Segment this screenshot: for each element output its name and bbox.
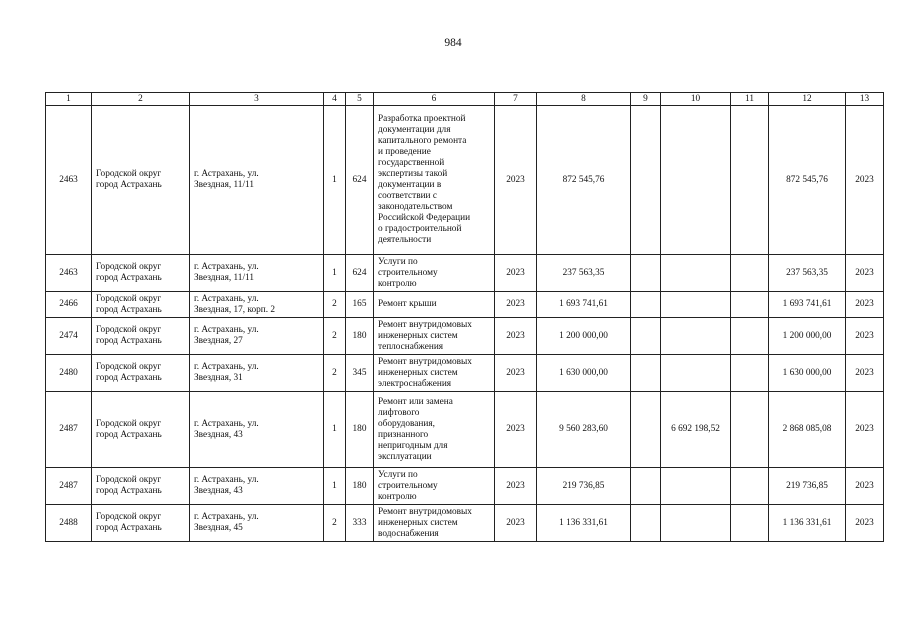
column-12-cell: 1 136 331,61 <box>769 505 846 542</box>
column-5-cell: 333 <box>346 505 374 542</box>
municipality-cell <box>92 292 190 318</box>
address-cell-line: г. Астрахань, ул. <box>194 512 259 522</box>
column-header: 3 <box>190 93 324 106</box>
address-cell-line: г. Астрахань, ул. <box>194 325 259 335</box>
municipality-cell-line: Городской округ <box>96 475 162 485</box>
column-4-cell: 2 <box>324 355 346 392</box>
column-10-cell: 6 692 198,52 <box>661 392 731 468</box>
address-cell-line: г. Астрахань, ул. <box>194 475 259 485</box>
column-11-cell <box>731 392 769 468</box>
total-cost-cell: 1 693 741,61 <box>537 292 631 318</box>
work-type-cell <box>374 505 495 542</box>
year-cell: 2023 <box>495 106 537 255</box>
table-row <box>46 292 884 318</box>
column-10-cell <box>661 292 731 318</box>
work-type-cell-line: о градостроительной <box>378 224 462 234</box>
row-number-cell: 2487 <box>46 468 92 505</box>
municipality-cell <box>92 106 190 255</box>
work-type-cell-line: законодательством <box>378 202 453 212</box>
total-cost-cell: 1 200 000,00 <box>537 318 631 355</box>
work-type-cell <box>374 468 495 505</box>
municipality-cell <box>92 392 190 468</box>
column-5-cell: 180 <box>346 318 374 355</box>
address-cell-line: г. Астрахань, ул. <box>194 293 259 304</box>
work-type-cell-line: инженерных систем <box>378 517 458 528</box>
address-cell-line: Звездная, 27 <box>194 336 243 346</box>
municipality-cell <box>92 468 190 505</box>
column-5-cell: 165 <box>346 292 374 318</box>
work-type-cell-line: строительному <box>378 480 438 491</box>
column-13-cell: 2023 <box>846 292 884 318</box>
column-13-cell: 2023 <box>846 255 884 292</box>
municipality-cell-line: Городской округ <box>96 362 162 372</box>
column-9-cell <box>631 292 661 318</box>
column-10-cell <box>661 318 731 355</box>
work-type-cell-line: и проведение <box>378 147 431 157</box>
column-11-cell <box>731 468 769 505</box>
address-cell-line: Звездная, 43 <box>194 429 243 440</box>
column-13-cell: 2023 <box>846 392 884 468</box>
municipality-cell-line: Городской округ <box>96 262 162 272</box>
municipality-cell-line: город Астрахань <box>96 180 162 190</box>
total-cost-cell: 1 630 000,00 <box>537 355 631 392</box>
work-type-cell-line: документации в <box>378 180 442 190</box>
column-9-cell <box>631 255 661 292</box>
table-row <box>46 318 884 355</box>
column-header: 8 <box>537 93 631 106</box>
column-4-cell: 1 <box>324 255 346 292</box>
address-cell-line: г. Астрахань, ул. <box>194 262 259 272</box>
work-type-cell-line: Ремонт внутридомовых <box>378 356 472 367</box>
column-13-cell: 2023 <box>846 106 884 255</box>
work-type-cell-line: капитального ремонта <box>378 136 467 146</box>
address-cell-line: Звездная, 17, корп. 2 <box>194 304 276 315</box>
municipality-cell-line: Городской округ <box>96 169 162 179</box>
municipality-cell-line: город Астрахань <box>96 336 162 346</box>
total-cost-cell: 219 736,85 <box>537 468 631 505</box>
column-header: 13 <box>846 93 884 106</box>
work-type-cell-line: строительному <box>378 267 438 278</box>
work-type-cell-line: теплоснабжения <box>378 341 444 352</box>
municipality-cell-line: город Астрахань <box>96 273 162 283</box>
column-13-cell: 2023 <box>846 505 884 542</box>
address-cell <box>190 255 324 292</box>
year-cell: 2023 <box>495 292 537 318</box>
work-type-cell <box>374 392 495 468</box>
column-4-cell: 2 <box>324 505 346 542</box>
row-number-cell: 2480 <box>46 355 92 392</box>
address-cell <box>190 392 324 468</box>
column-5-cell: 180 <box>346 468 374 505</box>
column-header: 6 <box>374 93 495 106</box>
year-cell: 2023 <box>495 392 537 468</box>
row-number-cell: 2488 <box>46 505 92 542</box>
column-header: 10 <box>661 93 731 106</box>
row-number-cell: 2466 <box>46 292 92 318</box>
year-cell: 2023 <box>495 255 537 292</box>
column-9-cell <box>631 318 661 355</box>
municipality-cell <box>92 355 190 392</box>
address-cell-line: Звездная, 11/11 <box>194 273 254 283</box>
column-10-cell <box>661 106 731 255</box>
work-type-cell-line: Услуги по <box>378 469 418 480</box>
row-number-cell: 2474 <box>46 318 92 355</box>
column-11-cell <box>731 255 769 292</box>
column-10-cell <box>661 255 731 292</box>
column-5-cell: 345 <box>346 355 374 392</box>
column-5-cell: 180 <box>346 392 374 468</box>
column-9-cell <box>631 106 661 255</box>
column-11-cell <box>731 318 769 355</box>
column-9-cell <box>631 468 661 505</box>
total-cost-cell: 1 136 331,61 <box>537 505 631 542</box>
row-number-cell: 2463 <box>46 106 92 255</box>
column-header: 5 <box>346 93 374 106</box>
municipality-cell-line: город Астрахань <box>96 429 162 440</box>
work-type-cell-line: Ремонт или замена <box>378 396 453 407</box>
address-cell <box>190 292 324 318</box>
municipality-cell-line: город Астрахань <box>96 523 162 533</box>
column-10-cell <box>661 355 731 392</box>
column-13-cell: 2023 <box>846 355 884 392</box>
column-4-cell: 1 <box>324 392 346 468</box>
work-type-cell <box>374 106 495 255</box>
address-cell-line: Звездная, 31 <box>194 373 243 383</box>
address-cell <box>190 468 324 505</box>
work-type-cell-line: инженерных систем <box>378 367 458 378</box>
table-row <box>46 392 884 468</box>
column-13-cell: 2023 <box>846 468 884 505</box>
column-12-cell: 237 563,35 <box>769 255 846 292</box>
total-cost-cell: 237 563,35 <box>537 255 631 292</box>
table-row <box>46 505 884 542</box>
municipality-cell <box>92 255 190 292</box>
municipality-cell <box>92 505 190 542</box>
work-type-cell-line: деятельности <box>378 235 432 245</box>
year-cell: 2023 <box>495 505 537 542</box>
work-type-cell-line: электроснабжения <box>378 378 452 389</box>
column-13-cell: 2023 <box>846 318 884 355</box>
repair-program-table <box>45 92 884 542</box>
work-type-cell-line: эксплуатации <box>378 451 432 462</box>
column-4-cell: 2 <box>324 318 346 355</box>
municipality-cell-line: Городской округ <box>96 293 162 304</box>
address-cell <box>190 505 324 542</box>
column-11-cell <box>731 106 769 255</box>
work-type-cell-line: оборудования, <box>378 418 435 429</box>
address-cell-line: Звездная, 45 <box>194 523 243 533</box>
column-12-cell: 872 545,76 <box>769 106 846 255</box>
municipality-cell-line: город Астрахань <box>96 304 162 315</box>
work-type-cell-line: государственной <box>378 158 445 168</box>
column-4-cell: 1 <box>324 106 346 255</box>
row-number-cell: 2487 <box>46 392 92 468</box>
table-body <box>46 93 884 542</box>
column-header: 12 <box>769 93 846 106</box>
work-type-cell <box>374 292 495 318</box>
column-10-cell <box>661 505 731 542</box>
column-header: 9 <box>631 93 661 106</box>
column-header: 11 <box>731 93 769 106</box>
column-5-cell: 624 <box>346 255 374 292</box>
column-9-cell <box>631 355 661 392</box>
address-cell <box>190 318 324 355</box>
column-11-cell <box>731 505 769 542</box>
address-cell <box>190 355 324 392</box>
work-type-cell-line: Разработка проектной <box>378 114 466 124</box>
work-type-cell-line: соответствии с <box>378 191 437 201</box>
municipality-cell-line: Городской округ <box>96 325 162 335</box>
work-type-cell-line: контролю <box>378 491 417 502</box>
column-header: 4 <box>324 93 346 106</box>
municipality-cell <box>92 318 190 355</box>
year-cell: 2023 <box>495 355 537 392</box>
municipality-cell-line: Городской округ <box>96 418 162 429</box>
column-number-row <box>46 93 884 106</box>
work-type-cell-line: документации для <box>378 125 451 135</box>
total-cost-cell: 9 560 283,60 <box>537 392 631 468</box>
total-cost-cell: 872 545,76 <box>537 106 631 255</box>
column-11-cell <box>731 355 769 392</box>
municipality-cell-line: Городской округ <box>96 512 162 522</box>
work-type-cell <box>374 355 495 392</box>
address-cell-line: г. Астрахань, ул. <box>194 169 259 179</box>
column-header: 1 <box>46 93 92 106</box>
work-type-cell-line: контролю <box>378 278 417 289</box>
column-9-cell <box>631 392 661 468</box>
column-12-cell: 1 200 000,00 <box>769 318 846 355</box>
year-cell: 2023 <box>495 318 537 355</box>
column-4-cell: 1 <box>324 468 346 505</box>
year-cell: 2023 <box>495 468 537 505</box>
work-type-cell-line: непригодным для <box>378 440 448 451</box>
column-12-cell: 1 630 000,00 <box>769 355 846 392</box>
work-type-cell-line: Ремонт крыши <box>378 299 437 309</box>
column-11-cell <box>731 292 769 318</box>
work-type-cell-line: инженерных систем <box>378 330 458 341</box>
column-12-cell: 2 868 085,08 <box>769 392 846 468</box>
column-12-cell: 1 693 741,61 <box>769 292 846 318</box>
table-row <box>46 355 884 392</box>
work-type-cell-line: Ремонт внутридомовых <box>378 319 472 330</box>
work-type-cell-line: Российской Федерации <box>378 213 471 223</box>
work-type-cell-line: лифтового <box>378 407 420 418</box>
row-number-cell: 2463 <box>46 255 92 292</box>
column-header: 7 <box>495 93 537 106</box>
table-row <box>46 468 884 505</box>
address-cell-line: г. Астрахань, ул. <box>194 362 259 372</box>
table-row <box>46 255 884 292</box>
work-type-cell <box>374 318 495 355</box>
column-10-cell <box>661 468 731 505</box>
work-type-cell-line: Услуги по <box>378 256 418 267</box>
address-cell-line: Звездная, 43 <box>194 486 243 496</box>
municipality-cell-line: город Астрахань <box>96 373 162 383</box>
column-4-cell: 2 <box>324 292 346 318</box>
work-type-cell <box>374 255 495 292</box>
work-type-cell-line: Ремонт внутридомовых <box>378 506 472 517</box>
work-type-cell-line: водоснабжения <box>378 528 439 539</box>
column-12-cell: 219 736,85 <box>769 468 846 505</box>
work-type-cell-line: экспертизы такой <box>378 169 448 179</box>
address-cell <box>190 106 324 255</box>
work-type-cell-line: признанного <box>378 429 429 440</box>
municipality-cell-line: город Астрахань <box>96 486 162 496</box>
table-row <box>46 106 884 255</box>
column-9-cell <box>631 505 661 542</box>
column-5-cell: 624 <box>346 106 374 255</box>
column-header: 2 <box>92 93 190 106</box>
address-cell-line: г. Астрахань, ул. <box>194 418 259 429</box>
page-number: 984 <box>444 37 462 49</box>
address-cell-line: Звездная, 11/11 <box>194 180 254 190</box>
